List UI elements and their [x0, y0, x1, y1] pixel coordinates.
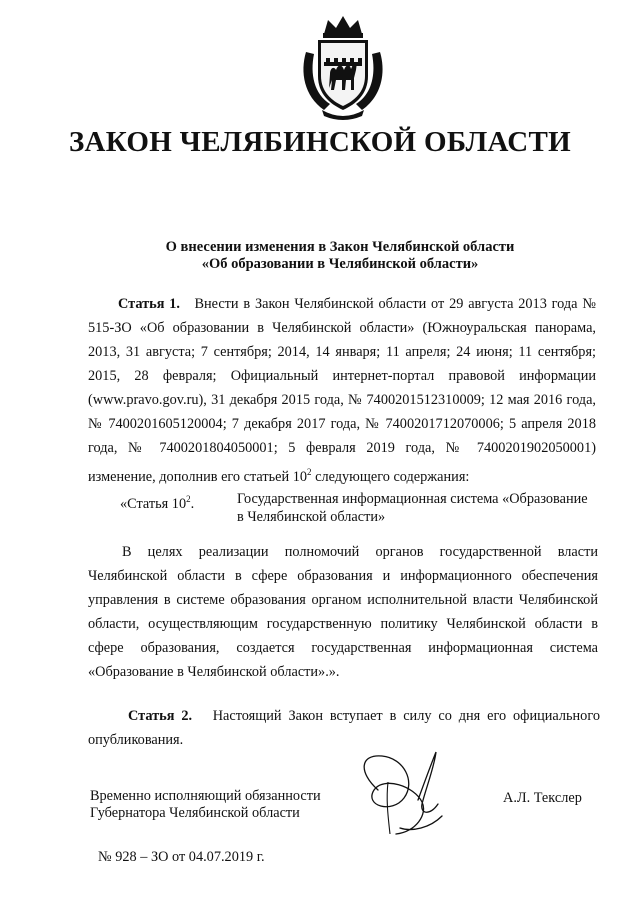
signatory-position-line-2: Губернатора Челябинской области: [90, 805, 300, 821]
law-title: ЗАКОН ЧЕЛЯБИНСКОЙ ОБЛАСТИ: [68, 126, 572, 158]
article-1-label: Статья 1.: [118, 296, 180, 312]
law-subject: [130, 239, 550, 273]
signatory-position: [90, 788, 321, 822]
signatory-name: А.Л. Текслер: [503, 790, 582, 806]
new-article-title: Государственная информационная система «Образование в Челябинской области»: [237, 491, 588, 525]
chelyabinsk-coat-of-arms-icon: [296, 12, 390, 120]
handwritten-signature: [330, 742, 460, 842]
law-subject-line-2: «Об образовании в Челябинской области»: [201, 256, 479, 272]
new-article-body: В целях реализации полномочий органов государственной власти Челябинской области в сфере образования и информационного обеспечения управления в системе образования органом исполнительной власти Челябинской области, осуществляющим государственную политику Челябинской области в сфере образования, создается государственная информационная система «Образование в Челябинской области».».: [88, 544, 598, 680]
law-subject-line-1: О внесении изменения в Закон Челябинской области: [165, 239, 515, 255]
article-1-text: Внести в Закон Челябинской области от 29 августа 2013 года № 515-ЗО «Об образовании в Челябинской области» (Южноуральская панорама, 2013, 31 августа; 7 сентября; 2014, 14 января; 11 апреля; 24 июня; 11 сентября; 2015, 28 февраля; Официальный интернет-портал правовой информации (www.pravo.gov.ru), 31 декабря 2015 года, № 7400201512310009; 12 мая 2016 года, № 7400201605120004; 7 декабря 2017 года, № 7400201712070006; 5 апреля 2018 года, № 7400201804050001; 5 февраля 2019 года, № 7400201902050001) изменение, дополнив его статьей 10: [88, 296, 596, 485]
article-2-text: Настоящий Закон вступает в силу со дня его официального опубликования.: [88, 708, 600, 748]
article-1: [88, 292, 596, 489]
new-article-label: «Статья $10^2$.: [120, 494, 195, 512]
article-1-superscript: 2: [307, 467, 312, 477]
registration-number: № 928 – ЗО от 04.07.2019 г.: [98, 849, 265, 865]
article-2-label: Статья 2.: [128, 708, 193, 724]
article-1-text-end: следующего содержания:: [311, 468, 470, 485]
signatory-position-line-1: Временно исполняющий обязанности: [90, 788, 321, 804]
